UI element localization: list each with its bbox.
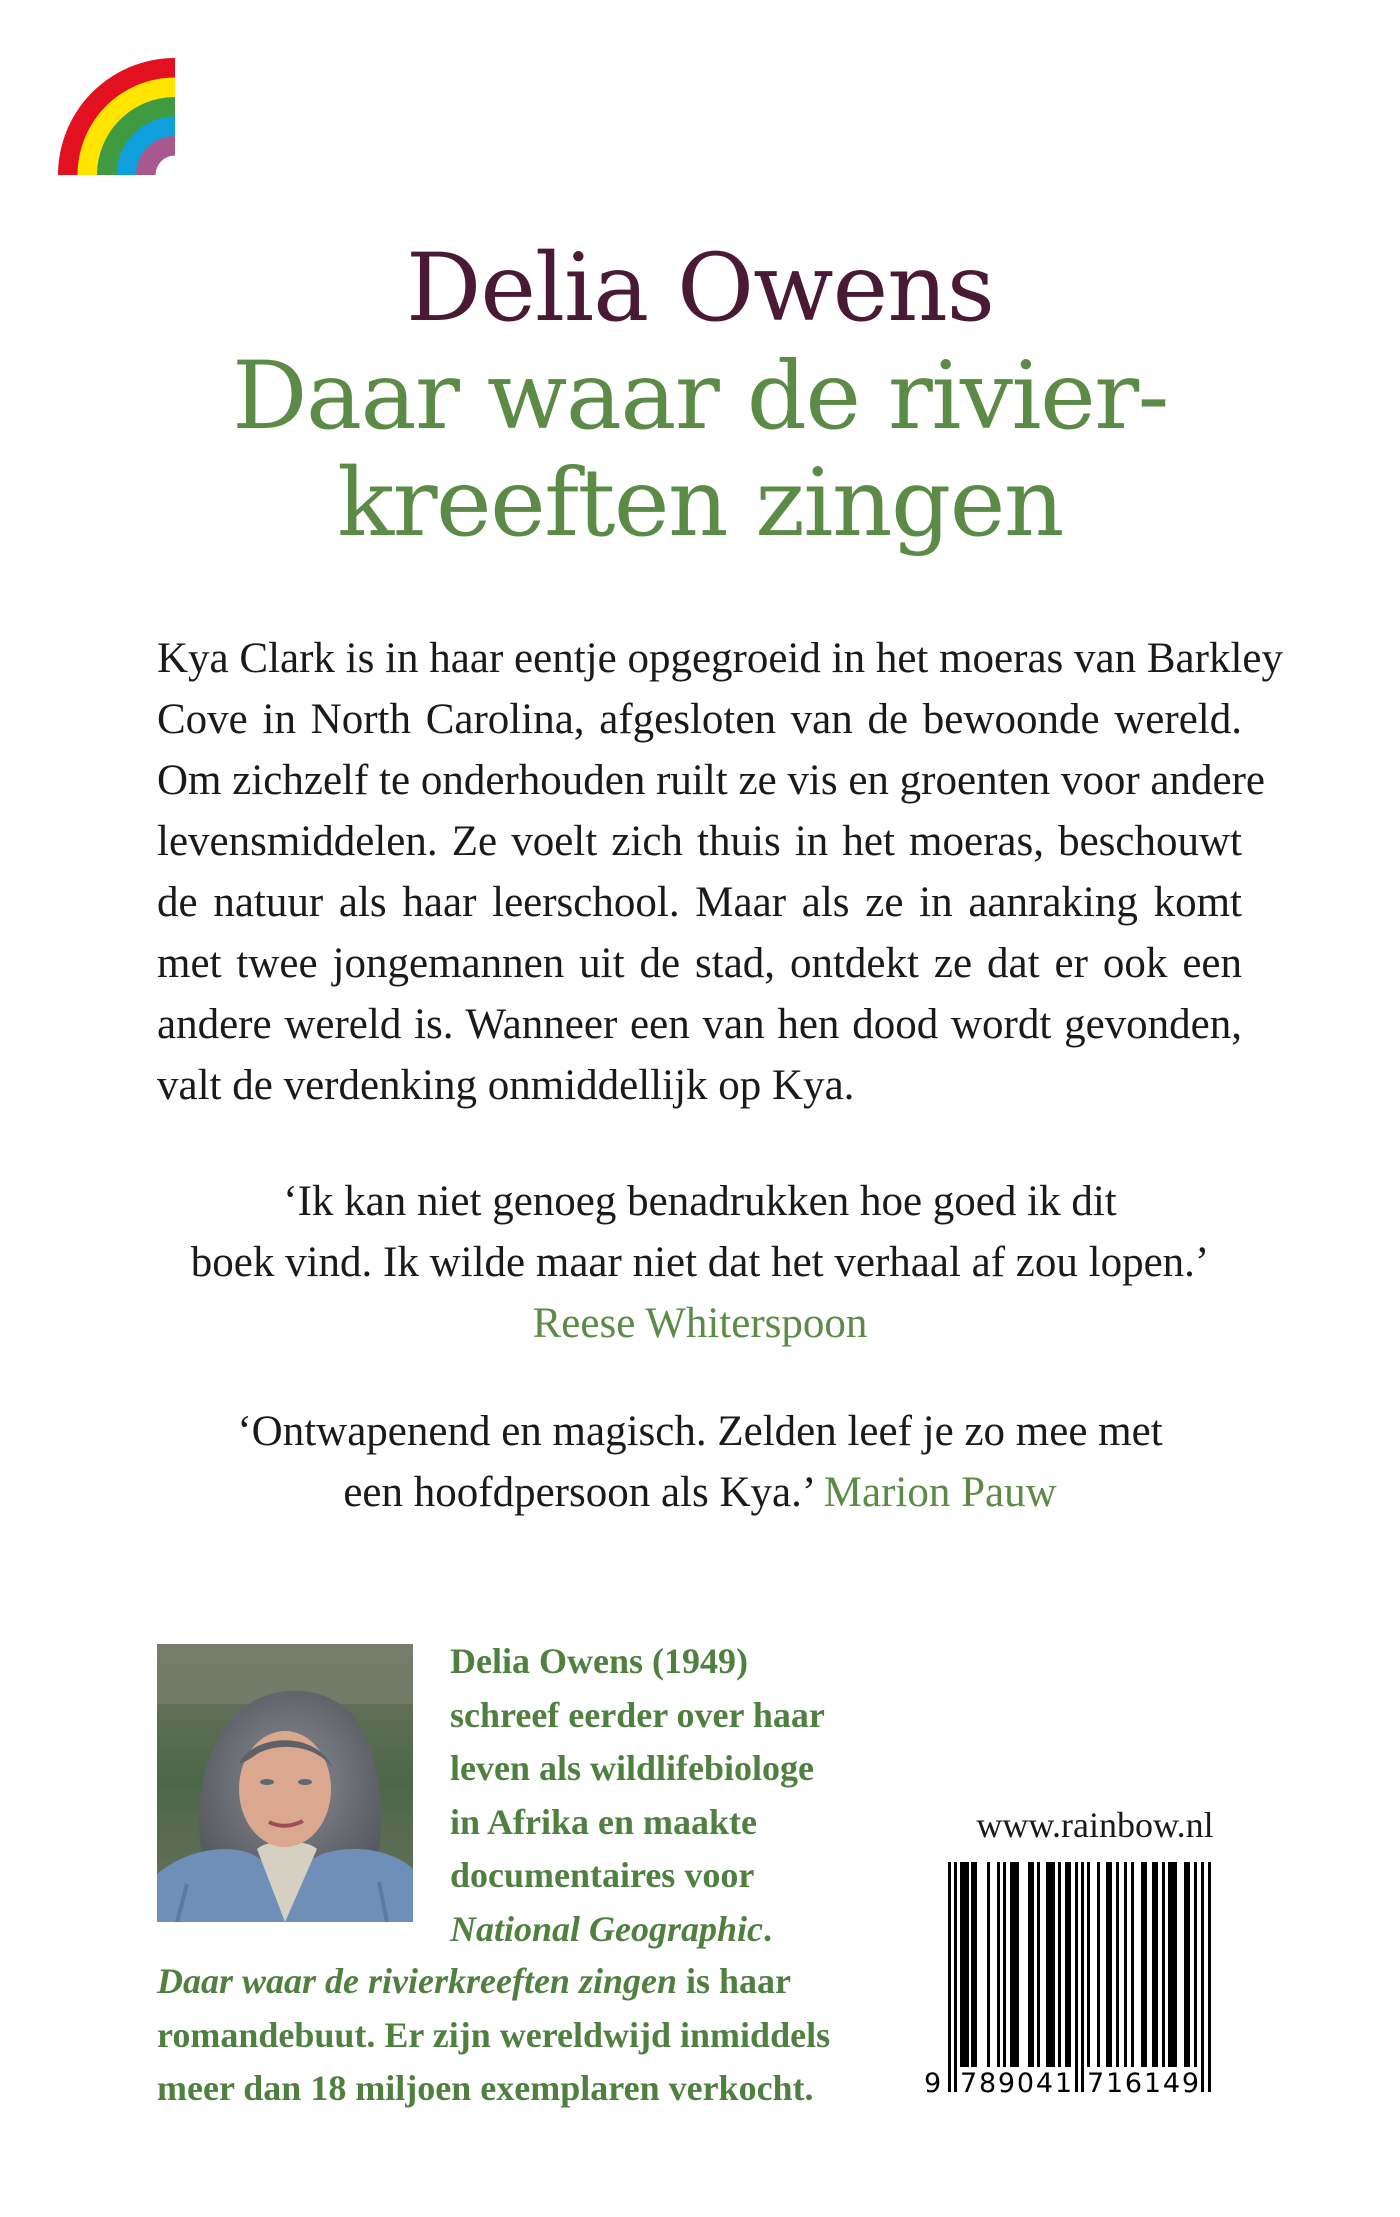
bio-line (450, 1903, 825, 1957)
quote-text-line: ‘Ontwapenend en magisch. Zelden leef je zo mee met (237, 1408, 1163, 1455)
isbn-digit-prefix: 9 (924, 2068, 942, 2095)
bio-line: schreef eerder over haar (450, 1694, 825, 1735)
review-quote (0, 1171, 1400, 1354)
blurb-line: Cove in North Carolina, afgesloten van de bewoonde wereld. (157, 696, 1242, 743)
blurb-paragraph (157, 628, 1283, 1116)
bio-line: meer dan 18 miljoen exemplaren verkocht. (157, 2068, 814, 2108)
author-bio-continued (157, 1955, 830, 2116)
bio-line: leven als wildlifebiologe (450, 1748, 814, 1788)
rainbow-logo-icon (58, 58, 175, 175)
blurb-line: andere wereld is. Wanneer een van hen dood wordt gevonden, (157, 1001, 1242, 1048)
quote-source: Reese Whiterspoon (532, 1300, 868, 1347)
quote-text: een hoofdpersoon als Kya.’ (343, 1469, 814, 1516)
author-name: Delia Owens (406, 234, 994, 343)
review-quote (0, 1401, 1400, 1523)
book-title-line-1: Daar waar de rivier- (232, 342, 1168, 451)
bio-text: is haar (676, 1961, 791, 2001)
quote-source: Marion Pauw (823, 1469, 1057, 1516)
bio-line: Delia Owens (1949) (450, 1641, 748, 1681)
isbn-digits-right: 716149 (1087, 2068, 1199, 2095)
magazine-name: National Geographic (450, 1908, 764, 1949)
bio-line: documentaires voor (450, 1855, 755, 1895)
bio-punctuation: . (763, 1908, 773, 1949)
bio-book-title: Daar waar de rivierkreeften zingen (157, 1961, 677, 2001)
quote-text-line: ‘Ik kan niet genoeg benadrukken hoe goed ik dit (283, 1178, 1117, 1225)
blurb-line: Om zichzelf te onderhouden ruilt ze vis en groenten voor andere (157, 757, 1266, 804)
bio-line (157, 1955, 830, 2009)
isbn-barcode (910, 1860, 1250, 2095)
quote-text-line: boek vind. Ik wilde maar niet dat het verhaal af zou lopen.’ (190, 1239, 1210, 1286)
blurb-line: de natuur als haar leerschool. Maar als ze in aanraking komt (157, 879, 1242, 926)
bio-line: romandebuut. Er zijn wereldwijd inmiddels (157, 2014, 831, 2055)
blurb-line: Kya Clark is in haar eentje opgegroeid in het moeras van Barkley (157, 635, 1283, 682)
blurb-line: levensmiddelen. Ze voelt zich thuis in het moeras, beschouwt (157, 818, 1242, 865)
author-bio (450, 1635, 825, 1956)
book-title (0, 343, 1400, 557)
blurb-line: valt de verdenking onmiddellijk op Kya. (157, 1062, 855, 1109)
author-photo (157, 1644, 413, 1922)
book-title-line-2: kreeften zingen (337, 449, 1063, 558)
isbn-digits-left: 789041 (960, 2068, 1072, 2095)
quote-text-line (0, 1462, 1400, 1523)
blurb-line: met twee jongemannen uit de stad, ontdekt ze dat er ook een (157, 940, 1242, 987)
bio-line: in Afrika en maakte (450, 1801, 758, 1842)
publisher-website: www.rainbow.nl (976, 1805, 1214, 1845)
